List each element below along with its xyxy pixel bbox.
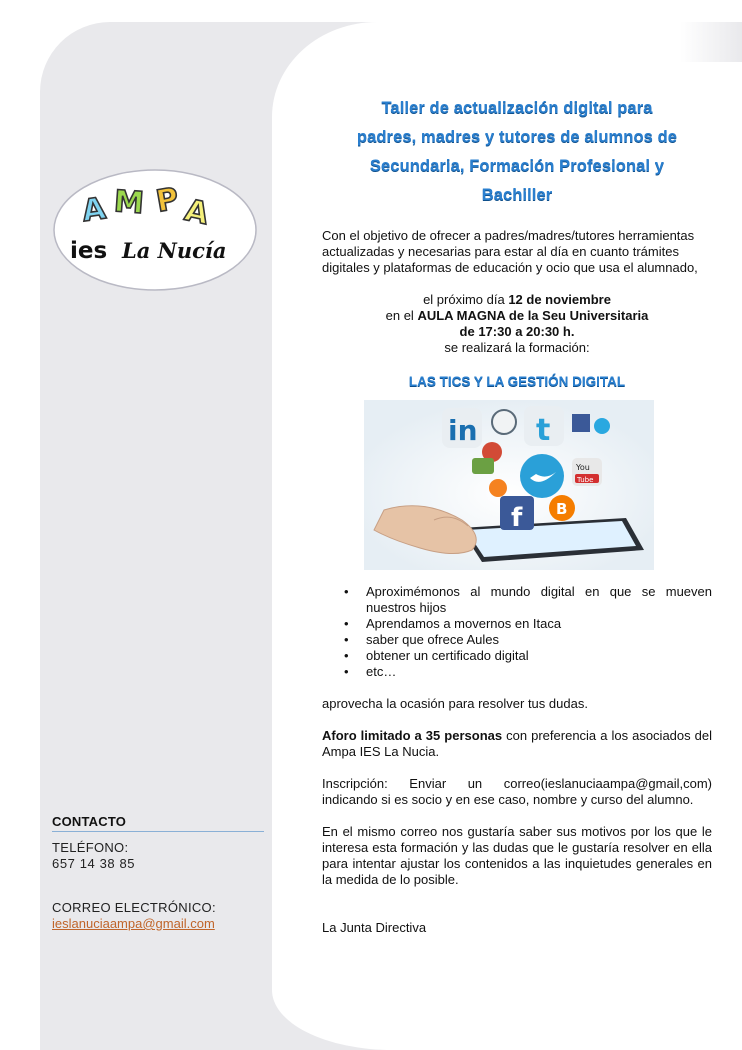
- svg-text:A: A: [80, 191, 108, 230]
- event-date: el próximo día 12 de noviembre: [423, 292, 611, 307]
- contact-title: CONTACTO: [52, 814, 127, 829]
- take-chance-text: aprovecha la ocasión para resolver tus dudas.: [322, 696, 588, 711]
- topic-list: [322, 584, 712, 680]
- svg-text:You: You: [576, 463, 590, 472]
- signature: La Junta Directiva: [322, 920, 427, 935]
- svg-text:f: f: [511, 503, 523, 533]
- svg-text:Tube: Tube: [577, 476, 594, 484]
- phone-label: TELÉFONO:: [52, 840, 129, 855]
- list-item: • Aproximémonos al mundo digital en que se mueven nuestros hijos: [366, 584, 712, 616]
- twitter-bird-icon: [520, 454, 564, 498]
- svg-text:B: B: [556, 500, 568, 518]
- capacity-detail: con preferencia a los asociados del Ampa IES La Nucia.: [322, 728, 713, 759]
- logo-text: ies: [70, 238, 108, 264]
- main-content: [322, 94, 712, 936]
- section-subheading: LAS TICS Y LA GESTIÓN DIGITAL: [408, 374, 626, 389]
- svg-text:t: t: [536, 413, 551, 448]
- svg-text:A: A: [181, 192, 212, 233]
- ampa-logo: [52, 168, 258, 292]
- event-place: en el AULA MAGNA de la Seu Universitaria: [385, 308, 649, 323]
- phone-value: 657 14 38 85: [52, 856, 136, 871]
- event-note: se realizará la formación:: [444, 340, 590, 355]
- blogger-icon: [549, 495, 575, 521]
- title-line: Secundaria, Formación Profesional y: [369, 157, 665, 175]
- email-label: CORREO ELECTRÓNICO:: [52, 900, 216, 915]
- title-line: padres, madres y tutores de alumnos de: [356, 128, 678, 146]
- intro-paragraph: Con el objetivo de ofrecer a padres/madres/tutores herramientas actualizadas y necesarias para estar al día en cuanto trámites digitales y plataformas de educación y ocio que usa el alumnado,: [322, 228, 698, 275]
- svg-text:P: P: [153, 181, 182, 220]
- title-line: Bachiller: [481, 186, 553, 204]
- delicious-icon: [572, 414, 590, 432]
- youtube-icon: [572, 458, 602, 486]
- capacity-limit: Aforo limitado a 35 personas: [322, 728, 503, 743]
- event-details: [322, 292, 712, 356]
- email-link[interactable]: ieslanuciaampa@gmail.com: [52, 916, 215, 931]
- facebook-icon: [500, 496, 534, 533]
- list-item: • saber que ofrece Aules: [366, 632, 712, 648]
- svg-text:La Nucía: La Nucía: [122, 238, 227, 263]
- inscription-paragraph: Inscripción: Enviar un correo(ieslanuciaampa@gmail,com) indicando si es socio y en ese caso, nombre y curso del alumno.: [322, 776, 712, 807]
- apple-icon: [472, 458, 494, 474]
- event-time: de 17:30 a 20:30 h.: [459, 324, 575, 339]
- motives-paragraph: En el mismo correo nos gustaría saber sus motivos por los que le interesa esta formación y las dudas que le gustaría resolver en ella para intentar ajustar los contenidos a las inquietudes generales en la medida de lo posible.: [322, 824, 712, 887]
- social-media-illustration: [364, 400, 654, 570]
- twitter-icon: [524, 406, 564, 448]
- svg-text:in: in: [448, 414, 478, 447]
- svg-text:M: M: [112, 184, 146, 222]
- list-item: • obtener un certificado digital: [366, 648, 712, 664]
- panel-fade: [680, 22, 742, 62]
- title-line: Taller de actualización digital para: [381, 99, 653, 117]
- list-item: • etc…: [366, 664, 712, 680]
- list-item: • Aprendamos a movernos en Itaca: [366, 616, 712, 632]
- skype-icon: [594, 418, 610, 434]
- page-title: [322, 94, 712, 210]
- rss-icon: [489, 479, 507, 497]
- wordpress-icon: [492, 410, 516, 434]
- linkedin-icon: [442, 408, 482, 448]
- contact-divider: [52, 831, 264, 832]
- capacity-paragraph: [322, 728, 712, 760]
